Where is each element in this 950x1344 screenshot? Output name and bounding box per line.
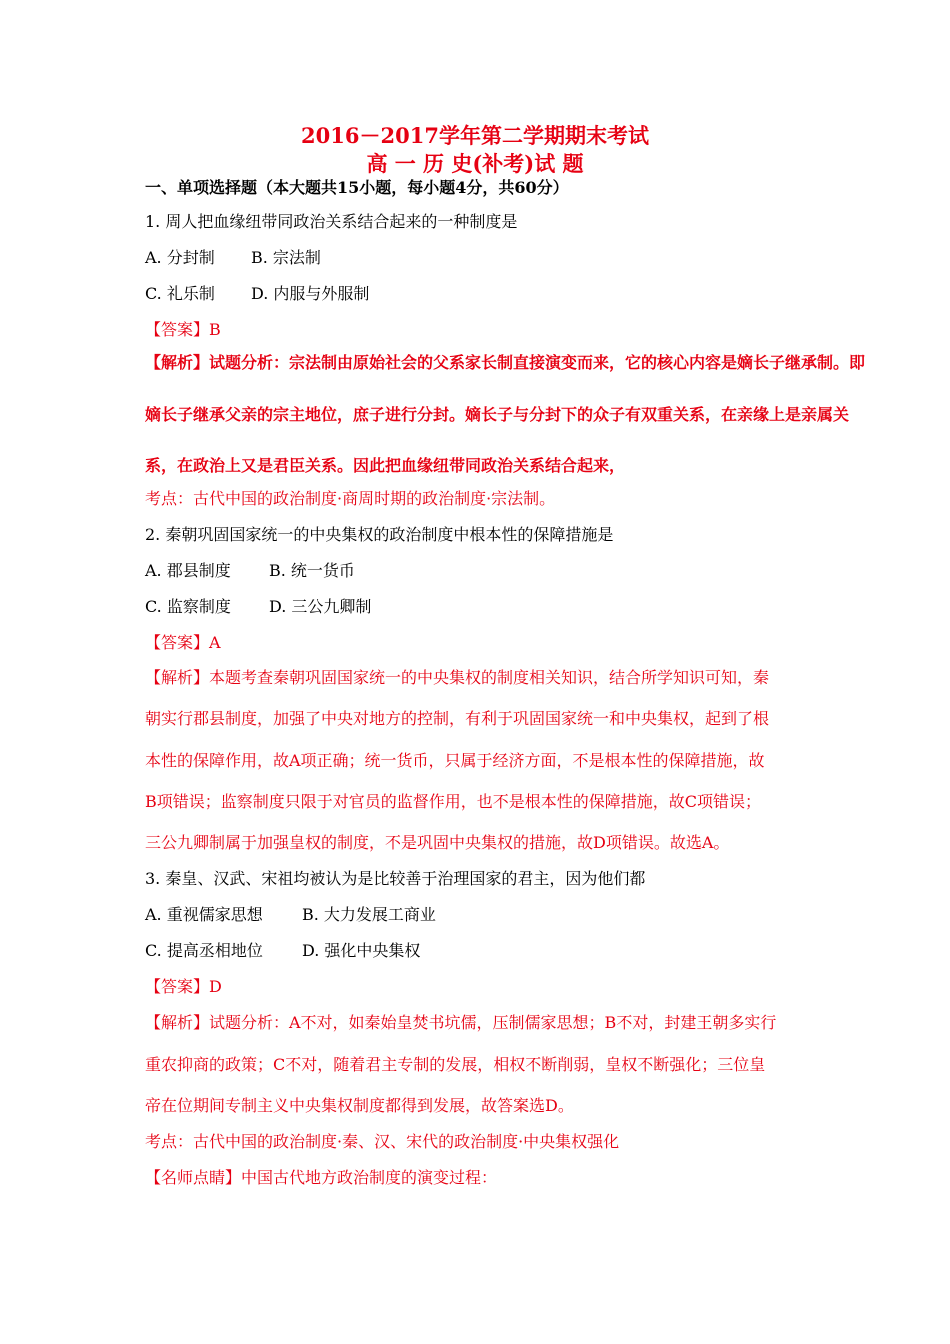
question-2-analysis-line-1: 【解析】本题考查秦朝巩固国家统一的中央集权的制度相关知识，结合所学知识可知，秦 (145, 668, 770, 687)
question-2-analysis-line-5: 三公九卿制属于加强皇权的制度，不是巩固中央集权的措施，故D项错误。故选A。 (145, 833, 730, 852)
question-2-options-ab (145, 561, 355, 581)
question-3-point: 考点：古代中国的政治制度·秦、汉、宋代的政治制度·中央集权强化 (145, 1132, 620, 1151)
question-1-options-ab (145, 248, 321, 268)
question-3-option-d: D. 强化中央集权 (302, 941, 421, 960)
question-1-analysis-line-2: 嫡长子继承父亲的宗主地位，庶子进行分封。嫡长子与分封下的众子有双重关系，在亲缘上是亲属关 (145, 405, 850, 424)
question-1-option-a: A. 分封制 (145, 248, 215, 267)
question-3-option-b: B. 大力发展工商业 (302, 905, 436, 924)
question-2-option-a: A. 郡县制度 (145, 561, 231, 580)
question-1-stem: 1. 周人把血缘纽带同政治关系结合起来的一种制度是 (145, 212, 518, 231)
question-1-point: 考点：古代中国的政治制度·商周时期的政治制度·宗法制。 (145, 489, 556, 508)
question-3-analysis-line-1: 【解析】试题分析：A不对，如秦始皇焚书坑儒，压制儒家思想；B不对，封建王朝多实行 (145, 1013, 777, 1032)
question-2-analysis-line-3: 本性的保障作用，故A项正确；统一货币，只属于经济方面，不是根本性的保障措施，故 (145, 751, 765, 770)
question-1-analysis-line-3: 系，在政治上又是君臣关系。因此把血缘纽带同政治关系结合起来， (145, 456, 626, 475)
question-3-teacher-tip: 【名师点睛】中国古代地方政治制度的演变过程： (145, 1168, 498, 1187)
exam-subtitle: 高 一 历 史(补考)试 题 (366, 151, 584, 176)
question-3-answer: 【答案】D (145, 977, 222, 996)
question-1-answer: 【答案】B (145, 320, 221, 339)
exam-title: 2016－2017学年第二学期期末考试 (301, 123, 649, 148)
question-2-stem: 2. 秦朝巩固国家统一的中央集权的政治制度中根本性的保障措施是 (145, 525, 614, 544)
question-1-option-b: B. 宗法制 (251, 248, 321, 267)
question-2-option-d: D. 三公九卿制 (269, 597, 372, 616)
question-2-analysis-line-4: B项错误；监察制度只限于对官员的监督作用，也不是根本性的保障措施，故C项错误； (145, 792, 762, 811)
question-3-analysis-line-2: 重农抑商的政策；C不对，随着君主专制的发展，相权不断削弱，皇权不断强化；三位皇 (145, 1055, 766, 1074)
question-1-option-d: D. 内服与外服制 (251, 284, 370, 303)
question-2-option-b: B. 统一货币 (269, 561, 355, 580)
question-2-analysis-line-2: 朝实行郡县制度，加强了中央对地方的控制，有利于巩固国家统一和中央集权，起到了根 (145, 709, 770, 728)
question-3-options-cd (145, 941, 420, 961)
question-2-answer: 【答案】A (145, 633, 221, 652)
section-heading: 一、单项选择题（本大题共15小题，每小题4分，共60分） (145, 178, 569, 197)
question-3-option-a: A. 重视儒家思想 (145, 905, 263, 924)
question-3-analysis-line-3: 帝在位期间专制主义中央集权制度都得到发展，故答案选D。 (145, 1096, 574, 1115)
question-1-analysis-line-1: 【解析】试题分析：宗法制由原始社会的父系家长制直接演变而来，它的核心内容是嫡长子继承制。即 (145, 353, 866, 372)
question-3-option-c: C. 提高丞相地位 (145, 941, 263, 960)
question-3-stem: 3. 秦皇、汉武、宋祖均被认为是比较善于治理国家的君主，因为他们都 (145, 869, 646, 888)
question-2-option-c: C. 监察制度 (145, 597, 231, 616)
question-1-option-c: C. 礼乐制 (145, 284, 215, 303)
question-1-options-cd (145, 284, 369, 304)
question-2-options-cd (145, 597, 371, 617)
question-3-options-ab (145, 905, 436, 925)
